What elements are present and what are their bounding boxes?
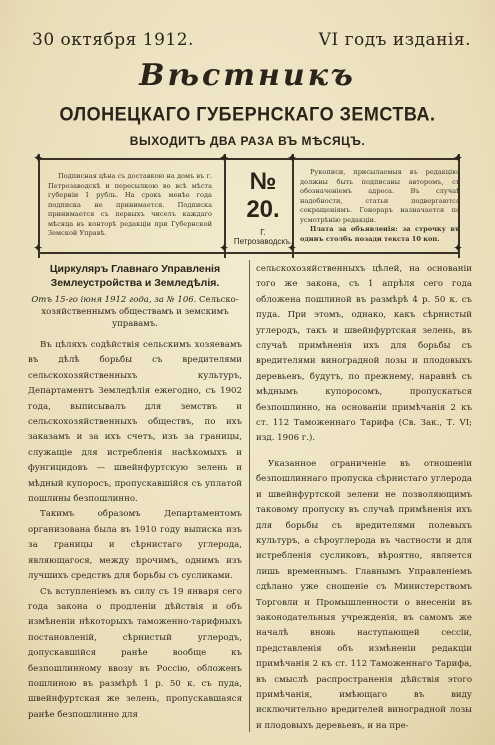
corner-ornament-icon: ✦ xyxy=(287,241,298,255)
manuscript-notice: Рукописи, присылаемыя въ редакцію, должны быть подписаны авторомъ, съ обозначеніемъ адреса. Въ случаѣ надобности, статьи подвергаются сокращеніямъ. Гонораръ назначается по усмотрѣнію редакціи. xyxy=(300,168,460,224)
corner-ornament-icon: ✦ xyxy=(219,241,230,255)
masthead-title: Вѣстникъ xyxy=(139,58,356,93)
info-frame xyxy=(33,151,464,255)
article-paragraph: сельскохозяйственныхъ цѣлей, на основаніи того же закона, съ 1 апрѣля сего года обложена пошлиной въ размѣрѣ 4 р. 50 к. съ пуда. При этомъ, однако, какъ сѣрнистый углеродъ, такъ и швейнфуртская зелень, въ случаѣ примѣненія ихъ для борьбы съ вредителями виноградной лозы и плодовыхъ деревьевъ, будутъ, по прежнему, наравнѣ съ мѣднымъ купоросомъ, пропускаться безпошлинно, на основаніи примѣчанія 2 къ ст. 112 Таможеннаго Тарифа (Св. Зак., Т. VI; изд. 1906 г.). xyxy=(256,264,472,444)
corner-ornament-icon: ✦ xyxy=(33,151,44,165)
publication-city: Г. Петрозаводскъ. xyxy=(233,228,293,246)
corner-ornament-icon: ✦ xyxy=(219,151,230,165)
article-ref-addressee: Сельско-хозяйственнымъ обществамъ и земскимъ управамъ. xyxy=(41,295,239,329)
article-heading: Циркуляръ Главнаго Управленія Землеустройства и Земледѣлія. xyxy=(49,263,221,289)
article-paragraph: Въ цѣляхъ содѣйствія сельскимъ хозяевамъ въ дѣлѣ борьбы съ вредителями сельскохозяйственныхъ культуръ, Департаментъ Земледѣлія ежегодно, съ 1902 года, выписывалъ для земствъ и сельскохозяйственныхъ обществъ, по ихъ заказамъ и за ихъ счетъ, изъ за границы, служащіе для истребленія насѣкомыхъ и фунгицидовъ — швейнфуртскую зелень и мѣдный купоросъ, пропускавшійся съ уплатой пошлины безпошлинно. xyxy=(28,340,242,505)
corner-ornament-icon: ✦ xyxy=(453,151,464,165)
publication-frequency: ВЫХОДИТЪ ДВА РАЗА ВЪ МѢСЯЦЪ. xyxy=(129,134,366,148)
corner-ornament-icon: ✦ xyxy=(453,241,464,255)
article-paragraph: Такимъ образомъ Департаментомъ организована была въ 1910 году выписка изъ за границы и сѣрнистаго углерода, являющагося, между прочимъ, однимъ изъ лучшихъ средствъ для борьбы съ сусликами. xyxy=(28,509,242,582)
subscription-notice: Подписная цѣна съ доставкою на домъ въ г. Петрозаводскѣ и пересылкою во всѣ мѣста губерніи 1 рубль. На срокъ менѣе года подписка не принимается. Подписка принимается съ первыхъ чиселъ каждаго мѣсяца въ конторѣ редакціи при Губернской Земской Управѣ. xyxy=(48,172,212,237)
corner-ornament-icon: ✦ xyxy=(287,151,298,165)
editorial-notice xyxy=(300,168,460,244)
masthead-subtitle: ОЛОНЕЦКАГО ГУБЕРНСКАГО ЗЕМСТВА. xyxy=(59,102,436,125)
publication-year: VI годъ изданія. xyxy=(318,30,471,50)
advertising-rates: Плата за объявленія: за строчку въ одинъ столбъ позади текста 10 коп. xyxy=(300,225,460,243)
issue-number: № 20. xyxy=(246,168,280,223)
article-reference xyxy=(28,294,242,330)
article-paragraph: Съ вступленіемъ въ силу съ 19 января сего года закона о продленіи дѣйствія и объ измѣненіи нѣкоторыхъ таможенно-тарифныхъ постановленій, сѣрнистый углеродъ, допускавшійся ранѣе вообще къ безпошлинному ввозу въ Россію, обложенъ пошлиною въ размѣрѣ 1 р. 50 к. съ пуда, швейнфуртская же зелень, пропускавшаяся ранѣе безпошлинно для xyxy=(28,586,242,720)
issue-date: 30 октября 1912. xyxy=(32,30,194,50)
column-divider xyxy=(249,260,250,732)
corner-ornament-icon: ✦ xyxy=(33,241,44,255)
article-ref-date: Отъ 15-го іюня 1912 года, за № 106. xyxy=(31,295,197,305)
article-column-left xyxy=(28,262,242,723)
article-paragraph: Указанное ограниченіе въ отношеніи безпошлиннаго пропуска сѣрнистаго углерода и швейнфуртской зелени не позволяющимъ таковому пропуску въ случаѣ примѣненія ихъ для борьбы съ вредителями полевыхъ культуръ, а сѣроуглерода въ частности и для истребленія сусликовъ, вѣроятно, является лишь временнымъ. Главнымъ Управленіемъ сдѣлано уже сношеніе съ Министерствомъ Торговли и Промышленности о внесеніи въ законодательныя учрежденія, въ самомъ же началѣ вновь наступающей сессіи, представленія объ измѣненіи редакціи примѣчанія 2 къ ст. 112 Таможеннаго Тарифа, въ смыслѣ распространенія дѣйствія этого примѣчанія, имѣющаго въ виду исключительно вредителей виноградной лозы и плодовыхъ деревьевъ, и на пре- xyxy=(256,458,472,731)
article-column-right xyxy=(256,262,472,734)
